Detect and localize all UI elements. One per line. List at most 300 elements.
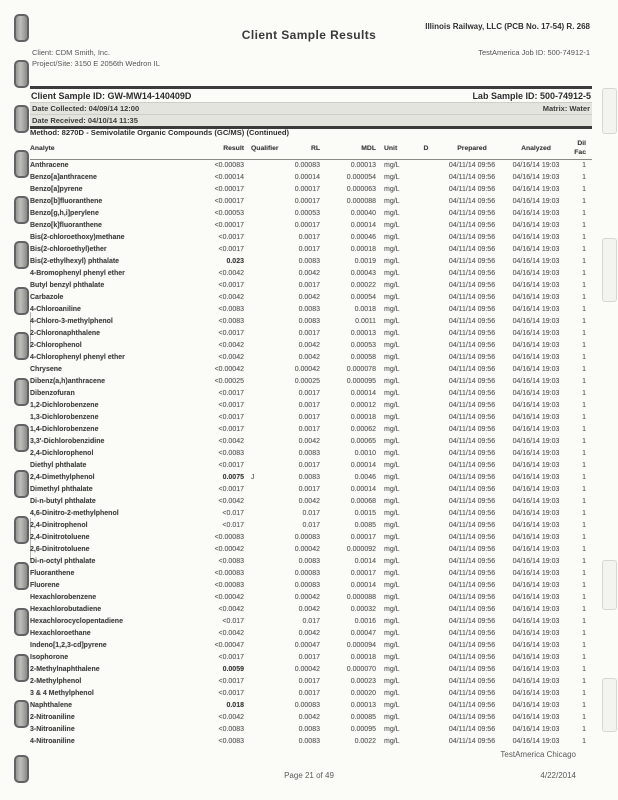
cell-prepared: 04/11/14 09:56	[448, 522, 496, 529]
cell-mdl: 0.00065	[350, 438, 376, 445]
cell-prepared: 04/11/14 09:56	[448, 414, 496, 421]
cell-qualifier	[244, 280, 272, 292]
cell-prepared: 04/11/14 09:56	[448, 234, 496, 241]
cell-d	[412, 652, 440, 664]
cell-d	[412, 580, 440, 592]
cell-mdl: 0.00054	[350, 294, 376, 301]
cell-prepared: 04/11/14 09:56	[448, 510, 496, 517]
cell-rl: 0.0083	[298, 450, 320, 457]
cell-analyzed: 04/16/14 19:03	[512, 738, 560, 745]
cell-analyte: Naphthalene	[30, 702, 73, 709]
cell-analyzed: 04/16/14 19:03	[512, 270, 560, 277]
cell-dil-fac: 1	[582, 222, 586, 229]
cell-mdl: 0.000078	[346, 366, 376, 373]
cell-d	[412, 292, 440, 304]
cell-d	[412, 724, 440, 736]
cell-mdl: 0.0018	[354, 306, 376, 313]
cell-analyte: 1,4-Dichlorobenzene	[30, 426, 99, 433]
cell-result: <0.017	[222, 618, 244, 625]
cell-prepared: 04/11/14 09:56	[448, 594, 496, 601]
cell-analyte: Benzo[a]anthracene	[30, 174, 97, 181]
cell-prepared: 04/11/14 09:56	[448, 246, 496, 253]
cell-analyte: 2-Methylnaphthalene	[30, 666, 100, 673]
column-header: Analyzed	[504, 139, 568, 160]
cell-rl: 0.00042	[294, 666, 320, 673]
cell-analyte: 4-Nitroaniline	[30, 738, 75, 745]
method-heading: Method: 8270D - Semivolatile Organic Compounds (GC/MS) (Continued)	[30, 128, 290, 137]
scan-artifact-clip	[14, 562, 29, 590]
cell-d	[412, 484, 440, 496]
cell-qualifier	[244, 364, 272, 376]
cell-prepared: 04/11/14 09:56	[448, 330, 496, 337]
cell-mdl: 0.00013	[350, 162, 376, 169]
cell-unit: mg/L	[384, 594, 400, 601]
cell-analyzed: 04/16/14 19:03	[512, 330, 560, 337]
table-row	[30, 676, 592, 688]
cell-qualifier	[244, 424, 272, 436]
cell-analyte: Fluorene	[30, 582, 60, 589]
cell-unit: mg/L	[384, 534, 400, 541]
cell-prepared: 04/11/14 09:56	[448, 666, 496, 673]
cell-mdl: 0.00018	[350, 246, 376, 253]
cell-analyzed: 04/16/14 19:03	[512, 174, 560, 181]
cell-analyte: Anthracene	[30, 162, 69, 169]
table-row	[30, 652, 592, 664]
scan-artifact-clip	[14, 332, 29, 360]
cell-mdl: 0.000094	[346, 642, 376, 649]
cell-result: <0.0083	[218, 306, 244, 313]
cell-dil-fac: 1	[582, 198, 586, 205]
cell-analyzed: 04/16/14 19:03	[512, 378, 560, 385]
cell-dil-fac: 1	[582, 570, 586, 577]
cell-analyzed: 04/16/14 19:03	[512, 210, 560, 217]
cell-qualifier	[244, 592, 272, 604]
cell-result: <0.00017	[214, 198, 244, 205]
table-row	[30, 172, 592, 184]
cell-analyte: Dibenz(a,h)anthracene	[30, 378, 106, 385]
cell-result: <0.0017	[218, 330, 244, 337]
cell-mdl: 0.00017	[350, 570, 376, 577]
table-row	[30, 340, 592, 352]
cell-prepared: 04/11/14 09:56	[448, 486, 496, 493]
table-row	[30, 544, 592, 556]
cell-analyte: 3-Nitroaniline	[30, 726, 75, 733]
cell-prepared: 04/11/14 09:56	[448, 474, 496, 481]
scan-artifact-clip	[14, 516, 29, 544]
cell-analyzed: 04/16/14 19:03	[512, 474, 560, 481]
table-row	[30, 496, 592, 508]
cell-dil-fac: 1	[582, 270, 586, 277]
cell-mdl: 0.00043	[350, 270, 376, 277]
cell-result: <0.0017	[218, 402, 244, 409]
cell-dil-fac: 1	[582, 666, 586, 673]
cell-analyte: 4-Chlorophenyl phenyl ether	[30, 354, 125, 361]
cell-analyzed: 04/16/14 19:03	[512, 702, 560, 709]
cell-dil-fac: 1	[582, 630, 586, 637]
cell-d	[412, 412, 440, 424]
scan-artifact-clip	[14, 287, 29, 315]
cell-qualifier	[244, 496, 272, 508]
cell-dil-fac: 1	[582, 654, 586, 661]
table-row	[30, 160, 592, 173]
cell-qualifier	[244, 232, 272, 244]
job-id-line: TestAmerica Job ID: 500-74912-1	[478, 48, 590, 57]
table-row	[30, 640, 592, 652]
cell-dil-fac: 1	[582, 726, 586, 733]
cell-mdl: 0.000092	[346, 546, 376, 553]
cell-dil-fac: 1	[582, 462, 586, 469]
cell-dil-fac: 1	[582, 330, 586, 337]
table-row	[30, 256, 592, 268]
cell-dil-fac: 1	[582, 534, 586, 541]
cell-prepared: 04/11/14 09:56	[448, 606, 496, 613]
cell-unit: mg/L	[384, 354, 400, 361]
table-row	[30, 712, 592, 724]
table-row	[30, 364, 592, 376]
cell-rl: 0.0017	[298, 690, 320, 697]
scan-artifact-clip	[14, 196, 29, 224]
cell-unit: mg/L	[384, 474, 400, 481]
scan-artifact-clip	[14, 700, 29, 728]
cell-d	[412, 628, 440, 640]
table-row	[30, 268, 592, 280]
cell-prepared: 04/11/14 09:56	[448, 402, 496, 409]
cell-d	[412, 592, 440, 604]
cell-rl: 0.0042	[298, 714, 320, 721]
cell-rl: 0.0017	[298, 402, 320, 409]
cell-mdl: 0.00046	[350, 234, 376, 241]
cell-result: <0.00083	[214, 162, 244, 169]
cell-qualifier	[244, 340, 272, 352]
cell-unit: mg/L	[384, 702, 400, 709]
cell-result: <0.0017	[218, 414, 244, 421]
cell-result: <0.0017	[218, 462, 244, 469]
cell-analyte: 2-Nitroaniline	[30, 714, 75, 721]
column-header: Analyte	[30, 139, 182, 160]
cell-unit: mg/L	[384, 678, 400, 685]
cell-dil-fac: 1	[582, 282, 586, 289]
cell-rl: 0.017	[302, 522, 320, 529]
cell-d	[412, 424, 440, 436]
cell-qualifier	[244, 676, 272, 688]
column-header: Prepared	[440, 139, 504, 160]
cell-analyte: 2,4-Dinitrotoluene	[30, 534, 90, 541]
cell-analyzed: 04/16/14 19:03	[512, 678, 560, 685]
cell-dil-fac: 1	[582, 246, 586, 253]
table-row	[30, 472, 592, 484]
cell-prepared: 04/11/14 09:56	[448, 366, 496, 373]
cell-analyzed: 04/16/14 19:03	[512, 282, 560, 289]
cell-qualifier	[244, 520, 272, 532]
cell-mdl: 0.00023	[350, 678, 376, 685]
cell-analyzed: 04/16/14 19:03	[512, 318, 560, 325]
cell-analyte: 4-Chloro-3-methylphenol	[30, 318, 113, 325]
cell-d	[412, 496, 440, 508]
cell-rl: 0.00053	[294, 210, 320, 217]
cell-analyzed: 04/16/14 19:03	[512, 606, 560, 613]
cell-unit: mg/L	[384, 666, 400, 673]
cell-result: <0.0042	[218, 438, 244, 445]
cell-d	[412, 736, 440, 748]
table-row	[30, 532, 592, 544]
cell-mdl: 0.00014	[350, 486, 376, 493]
cell-unit: mg/L	[384, 726, 400, 733]
cell-dil-fac: 1	[582, 546, 586, 553]
cell-result: 0.0059	[222, 666, 244, 673]
cell-unit: mg/L	[384, 198, 400, 205]
cell-analyzed: 04/16/14 19:03	[512, 726, 560, 733]
table-row	[30, 568, 592, 580]
column-header: Unit	[376, 139, 412, 160]
cell-unit: mg/L	[384, 234, 400, 241]
cell-result: 0.018	[226, 702, 244, 709]
cell-qualifier	[244, 172, 272, 184]
cell-unit: mg/L	[384, 546, 400, 553]
cell-d	[412, 688, 440, 700]
cell-d	[412, 508, 440, 520]
cell-prepared: 04/11/14 09:56	[448, 342, 496, 349]
cell-qualifier	[244, 412, 272, 424]
sample-id-block	[30, 86, 592, 129]
cell-d	[412, 328, 440, 340]
cell-rl: 0.0083	[298, 738, 320, 745]
cell-dil-fac: 1	[582, 186, 586, 193]
cell-rl: 0.0017	[298, 426, 320, 433]
cell-dil-fac: 1	[582, 306, 586, 313]
cell-prepared: 04/11/14 09:56	[448, 714, 496, 721]
table-row	[30, 424, 592, 436]
cell-rl: 0.0083	[298, 558, 320, 565]
cell-d	[412, 604, 440, 616]
cell-analyte: 4-Bromophenyl phenyl ether	[30, 270, 125, 277]
cell-rl: 0.0017	[298, 390, 320, 397]
table-row	[30, 508, 592, 520]
cell-result: 0.023	[226, 258, 244, 265]
cell-unit: mg/L	[384, 690, 400, 697]
cell-mdl: 0.00020	[350, 690, 376, 697]
cell-qualifier	[244, 544, 272, 556]
cell-prepared: 04/11/14 09:56	[448, 174, 496, 181]
cell-mdl: 0.000070	[346, 666, 376, 673]
cell-dil-fac: 1	[582, 402, 586, 409]
cell-dil-fac: 1	[582, 486, 586, 493]
cell-analyzed: 04/16/14 19:03	[512, 222, 560, 229]
cell-rl: 0.0042	[298, 438, 320, 445]
cell-unit: mg/L	[384, 450, 400, 457]
cell-qualifier	[244, 484, 272, 496]
table-row	[30, 616, 592, 628]
cell-unit: mg/L	[384, 630, 400, 637]
cell-mdl: 0.00017	[350, 534, 376, 541]
cell-rl: 0.0017	[298, 678, 320, 685]
cell-result: <0.0017	[218, 390, 244, 397]
cell-analyzed: 04/16/14 19:03	[512, 402, 560, 409]
cell-prepared: 04/11/14 09:56	[448, 534, 496, 541]
cell-prepared: 04/11/14 09:56	[448, 558, 496, 565]
scan-artifact-clip	[14, 60, 29, 88]
cell-analyte: 2,4-Dichlorophenol	[30, 450, 94, 457]
cell-prepared: 04/11/14 09:56	[448, 222, 496, 229]
cell-analyzed: 04/16/14 19:03	[512, 654, 560, 661]
cell-analyzed: 04/16/14 19:03	[512, 510, 560, 517]
cell-analyte: Carbazole	[30, 294, 64, 301]
scan-artifact-clip	[14, 241, 29, 269]
cell-prepared: 04/11/14 09:56	[448, 726, 496, 733]
cell-rl: 0.0083	[298, 726, 320, 733]
table-row	[30, 316, 592, 328]
cell-prepared: 04/11/14 09:56	[448, 294, 496, 301]
cell-unit: mg/L	[384, 186, 400, 193]
cell-d	[412, 544, 440, 556]
cell-unit: mg/L	[384, 246, 400, 253]
cell-analyzed: 04/16/14 19:03	[512, 390, 560, 397]
project-site-line: Project/Site: 3150 E 2056th Wedron IL	[32, 59, 160, 68]
cell-prepared: 04/11/14 09:56	[448, 354, 496, 361]
cell-rl: 0.0083	[298, 258, 320, 265]
table-row	[30, 604, 592, 616]
cell-qualifier	[244, 208, 272, 220]
cell-rl: 0.0017	[298, 654, 320, 661]
column-header: MDL	[320, 139, 376, 160]
cell-analyzed: 04/16/14 19:03	[512, 162, 560, 169]
cell-dil-fac: 1	[582, 558, 586, 565]
cell-unit: mg/L	[384, 654, 400, 661]
cell-result: <0.0017	[218, 486, 244, 493]
cell-d	[412, 280, 440, 292]
cell-d	[412, 196, 440, 208]
cell-dil-fac: 1	[582, 498, 586, 505]
cell-unit: mg/L	[384, 378, 400, 385]
cell-prepared: 04/11/14 09:56	[448, 438, 496, 445]
cell-analyte: Dibenzofuran	[30, 390, 75, 397]
cell-analyzed: 04/16/14 19:03	[512, 534, 560, 541]
project-reference-line: Illinois Railway, LLC (PCB No. 17-54) R. 268	[425, 22, 590, 31]
cell-mdl: 0.000088	[346, 594, 376, 601]
cell-result: <0.00083	[214, 534, 244, 541]
cell-unit: mg/L	[384, 522, 400, 529]
cell-analyte: Bis(2-ethylhexyl) phthalate	[30, 258, 120, 265]
cell-d	[412, 256, 440, 268]
cell-analyte: 3,3'-Dichlorobenzidine	[30, 438, 105, 445]
cell-dil-fac: 1	[582, 390, 586, 397]
lab-name: TestAmerica Chicago	[500, 750, 576, 759]
cell-rl: 0.017	[302, 510, 320, 517]
cell-result: <0.0042	[218, 606, 244, 613]
cell-analyte: Bis(2-chloroethoxy)methane	[30, 234, 125, 241]
cell-d	[412, 220, 440, 232]
page-number: Page 21 of 49	[284, 771, 334, 780]
cell-analyte: Benzo[g,h,i]perylene	[30, 210, 99, 217]
cell-qualifier	[244, 388, 272, 400]
cell-d	[412, 340, 440, 352]
cell-mdl: 0.00058	[350, 354, 376, 361]
cell-result: <0.00083	[214, 582, 244, 589]
cell-prepared: 04/11/14 09:56	[448, 570, 496, 577]
cell-prepared: 04/11/14 09:56	[448, 618, 496, 625]
cell-mdl: 0.0010	[354, 450, 376, 457]
cell-unit: mg/L	[384, 714, 400, 721]
scan-artifact-clip	[14, 654, 29, 682]
cell-unit: mg/L	[384, 570, 400, 577]
cell-rl: 0.017	[302, 618, 320, 625]
cell-unit: mg/L	[384, 642, 400, 649]
cell-mdl: 0.00085	[350, 714, 376, 721]
cell-analyte: Fluoranthene	[30, 570, 75, 577]
cell-d	[412, 160, 440, 173]
cell-prepared: 04/11/14 09:56	[448, 306, 496, 313]
cell-dil-fac: 1	[582, 606, 586, 613]
table-row	[30, 688, 592, 700]
cell-result: <0.017	[222, 510, 244, 517]
cell-mdl: 0.0016	[354, 618, 376, 625]
cell-qualifier	[244, 712, 272, 724]
cell-analyte: 1,3-Dichlorobenzene	[30, 414, 99, 421]
cell-mdl: 0.0085	[354, 522, 376, 529]
cell-prepared: 04/11/14 09:56	[448, 546, 496, 553]
cell-result: <0.0042	[218, 270, 244, 277]
cell-result: <0.0017	[218, 426, 244, 433]
cell-mdl: 0.00014	[350, 222, 376, 229]
cell-d	[412, 232, 440, 244]
cell-dil-fac: 1	[582, 162, 586, 169]
cell-dil-fac: 1	[582, 258, 586, 265]
cell-mdl: 0.0019	[354, 258, 376, 265]
cell-unit: mg/L	[384, 402, 400, 409]
cell-dil-fac: 1	[582, 210, 586, 217]
cell-qualifier	[244, 640, 272, 652]
cell-prepared: 04/11/14 09:56	[448, 270, 496, 277]
cell-mdl: 0.00040	[350, 210, 376, 217]
table-row	[30, 400, 592, 412]
cell-analyte: Benzo[b]fluoranthene	[30, 198, 103, 205]
cell-rl: 0.00083	[294, 582, 320, 589]
table-row	[30, 628, 592, 640]
cell-analyzed: 04/16/14 19:03	[512, 594, 560, 601]
cell-mdl: 0.00032	[350, 606, 376, 613]
cell-result: <0.00042	[214, 366, 244, 373]
cell-dil-fac: 1	[582, 690, 586, 697]
cell-analyzed: 04/16/14 19:03	[512, 714, 560, 721]
cell-d	[412, 472, 440, 484]
cell-mdl: 0.00047	[350, 630, 376, 637]
cell-rl: 0.00083	[294, 702, 320, 709]
cell-unit: mg/L	[384, 390, 400, 397]
cell-mdl: 0.00012	[350, 402, 376, 409]
cell-analyzed: 04/16/14 19:03	[512, 618, 560, 625]
cell-qualifier	[244, 616, 272, 628]
cell-d	[412, 640, 440, 652]
cell-d	[412, 712, 440, 724]
cell-analyzed: 04/16/14 19:03	[512, 666, 560, 673]
cell-qualifier	[244, 244, 272, 256]
cell-dil-fac: 1	[582, 234, 586, 241]
cell-d	[412, 520, 440, 532]
cell-dil-fac: 1	[582, 582, 586, 589]
cell-dil-fac: 1	[582, 714, 586, 721]
cell-qualifier	[244, 304, 272, 316]
cell-result: <0.00017	[214, 186, 244, 193]
cell-qualifier	[244, 220, 272, 232]
cell-result: <0.0017	[218, 234, 244, 241]
cell-dil-fac: 1	[582, 414, 586, 421]
cell-analyzed: 04/16/14 19:03	[512, 462, 560, 469]
cell-dil-fac: 1	[582, 426, 586, 433]
cell-rl: 0.0042	[298, 342, 320, 349]
cell-rl: 0.00042	[294, 546, 320, 553]
cell-analyte: 2-Methylphenol	[30, 678, 82, 685]
cell-mdl: 0.00014	[350, 390, 376, 397]
cell-analyte: 1,2-Dichlorobenzene	[30, 402, 99, 409]
